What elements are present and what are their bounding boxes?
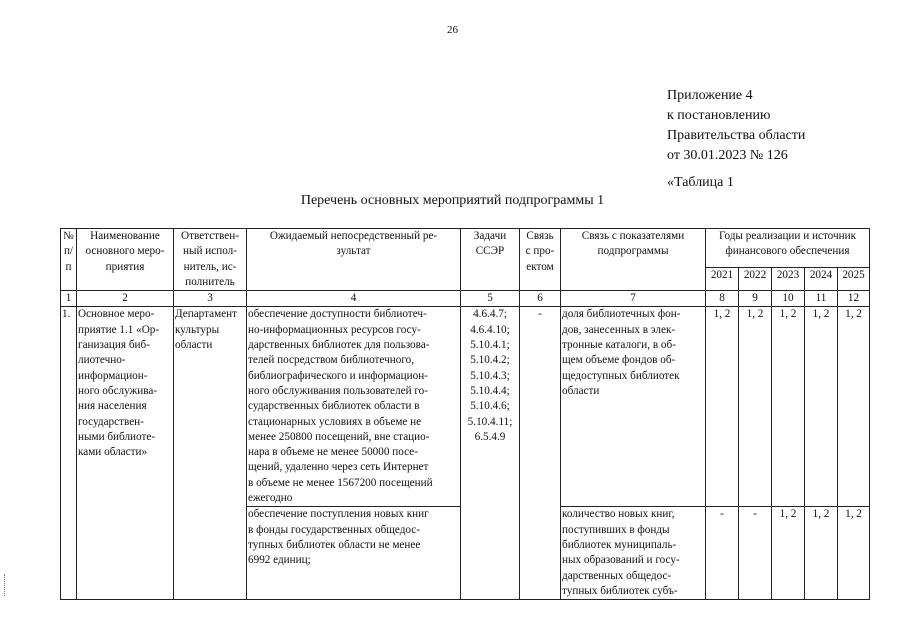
header-indicators: Связь с показателями подпрограммы: [561, 229, 706, 291]
column-number: 3: [174, 291, 247, 307]
header-tasks: Задачи ССЭР: [461, 229, 520, 291]
header-project-link: Связь с про- ектом: [520, 229, 561, 291]
header-year: 2024: [805, 268, 838, 291]
year-source: -: [739, 507, 772, 600]
column-number-row: [61, 291, 870, 307]
document-title: Перечень основных мероприятий подпрограммы 1: [300, 193, 605, 208]
column-number: 4: [247, 291, 461, 307]
header-year: 2021: [706, 268, 739, 291]
header-num: № п/ п: [61, 229, 77, 291]
column-number: 11: [805, 291, 838, 307]
column-number: 7: [561, 291, 706, 307]
measure-name: Основное меро- приятие 1.1 «Ор- ганизация биб- лиотечно- информацион- ного обслужива- ния населения государствен- ными библиоте- ками области»: [77, 307, 174, 600]
header-year: 2022: [739, 268, 772, 291]
column-number: 8: [706, 291, 739, 307]
column-number: 1: [61, 291, 77, 307]
header-year: 2023: [772, 268, 805, 291]
table-row: [61, 307, 870, 507]
indicator: доля библиотечных фон- дов, занесенных в элек- тронные каталоги, в об- щем объеме фондов об- щедоступных библиотек области: [561, 307, 706, 507]
column-number: 5: [461, 291, 520, 307]
year-source: 1, 2: [838, 507, 870, 600]
ssep-tasks: 4.6.4.7; 4.6.4.10; 5.10.4.1; 5.10.4.2; 5.10.4.3; 5.10.4.4; 5.10.4.6; 5.10.4.11; 6.5.4.9: [461, 307, 520, 600]
header-years-group: Годы реализации и источник финансового обеспечения: [706, 229, 870, 268]
scan-margin-mark: [4, 574, 8, 596]
column-number: 2: [77, 291, 174, 307]
year-source: 1, 2: [772, 507, 805, 600]
appendix-line-4: от 30.01.2023 № 126: [667, 148, 788, 163]
column-number: 12: [838, 291, 870, 307]
appendix-line-1: Приложение 4: [667, 88, 753, 103]
year-source: -: [706, 507, 739, 600]
header-executor: Ответствен- ный испол- нитель, ис- полнитель: [174, 229, 247, 291]
year-source: 1, 2: [805, 307, 838, 507]
expected-result: обеспечение поступления новых книг в фонды государственных общедос- тупных библиотек области не менее 6992 единиц;: [247, 507, 461, 600]
table-label: «Таблица 1: [667, 175, 734, 190]
indicator: количество новых книг, поступивших в фонды библиотек муниципаль- ных образований и госу- дарственных общедос- тупных библиотек субъ-: [561, 507, 706, 600]
project-link: -: [520, 307, 561, 600]
header-row: [61, 229, 870, 268]
appendix-line-3: Правительства области: [667, 128, 806, 143]
appendix-line-2: к постановлению: [667, 108, 771, 123]
year-source: 1, 2: [739, 307, 772, 507]
year-source: 1, 2: [772, 307, 805, 507]
year-source: 1, 2: [706, 307, 739, 507]
column-number: 6: [520, 291, 561, 307]
page-number: 26: [447, 24, 458, 36]
header-expected-result: Ожидаемый непосредственный ре- зультат: [247, 229, 461, 291]
expected-result: обеспечение доступности библиотеч- но-информационных ресурсов госу- дарственных библиотек для пользова- телей посредством библиотечного, библиографического и информацион- ного обслуживания пользователей го- сударственных библиотек области в стационарных условиях в объеме не менее 250800 посещений, вне стацио- нара в объеме не менее 50000 посе- щений, удаленно через сеть Интернет в объеме не менее 1567200 посещений ежегодно: [247, 307, 461, 507]
measures-table: [60, 228, 870, 600]
appendix-block: [667, 86, 805, 166]
header-year: 2025: [838, 268, 870, 291]
header-measure-name: Наименование основного меро- приятия: [77, 229, 174, 291]
executor: Департамент культуры области: [174, 307, 247, 600]
year-source: 1, 2: [838, 307, 870, 507]
column-number: 10: [772, 291, 805, 307]
year-source: 1, 2: [805, 507, 838, 600]
column-number: 9: [739, 291, 772, 307]
row-number: 1.: [61, 307, 77, 600]
